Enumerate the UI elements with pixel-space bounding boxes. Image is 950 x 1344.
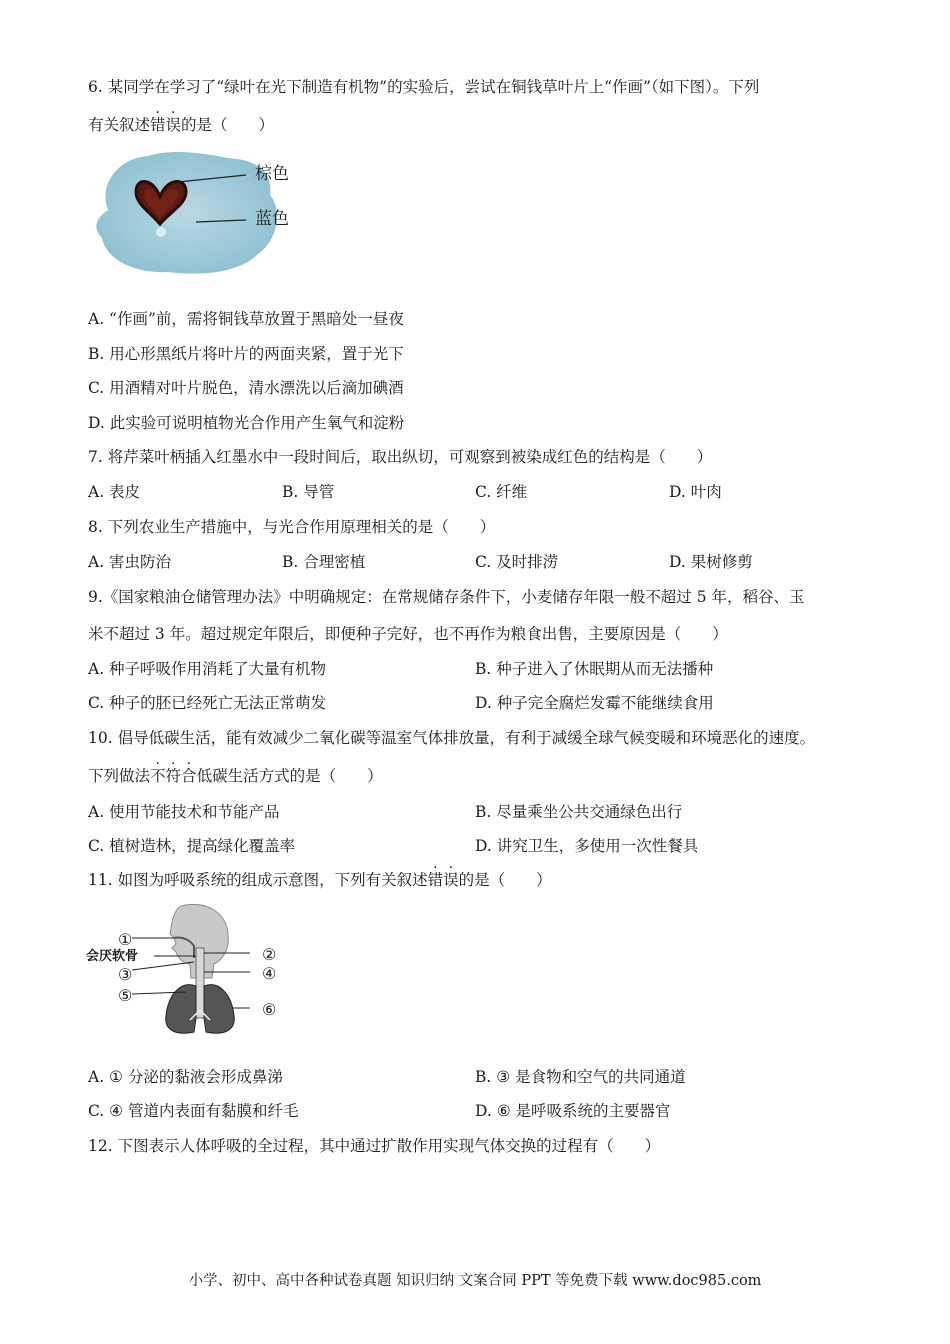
fig-label-1: ①	[118, 930, 133, 949]
emphasis-char: 误	[443, 871, 459, 889]
q9-stem-line1: 9.《国家粮油仓储管理办法》中明确规定：在常规储存条件下，小麦储存年限一般不超过 5 年，稻谷、玉	[88, 588, 805, 606]
q12-stem: 12. 下图表示人体呼吸的全过程，其中通过扩散作用实现气体交换的过程有（ ）	[88, 1137, 661, 1155]
leaf-shape	[96, 152, 277, 274]
emphasis-char: 错	[150, 116, 166, 134]
q9-option-a: A. 种子呼吸作用消耗了大量有机物	[88, 660, 327, 678]
q10-option-c: C. 植树造林，提高绿化覆盖率	[88, 837, 296, 855]
q7-option-c: C. 纤维	[475, 483, 528, 501]
q7-option-d: D. 叶肉	[669, 483, 722, 501]
q10-stem-line2: 下列做法不符合低碳生活方式的是（ ）	[88, 767, 383, 785]
q9-option-c: C. 种子的胚已经死亡无法正常萌发	[88, 694, 327, 712]
q10-option-a: A. 使用节能技术和节能产品	[88, 803, 280, 821]
q6-option-c: C. 用酒精对叶片脱色，清水漂洗以后滴加碘酒	[88, 379, 404, 397]
q7-stem: 7. 将芹菜叶柄插入红墨水中一段时间后，取出纵切，可观察到被染成红色的结构是（ ）	[88, 448, 713, 466]
q6-option-b: B. 用心形黑纸片将叶片的两面夹紧，置于光下	[88, 345, 404, 363]
page-footer: 小学、初中、高中各种试卷真题 知识归纳 文案合同 PPT 等免费下载 www.doc985.com	[188, 1273, 762, 1289]
q11-option-b: B. ③ 是食物和空气的共同通道	[475, 1068, 686, 1086]
emphasis-char: 不	[150, 767, 166, 785]
q8-option-d: D. 果树修剪	[669, 553, 753, 571]
emphasis-char: 误	[165, 116, 182, 134]
fig-label-brown: 棕色	[255, 164, 289, 184]
fig-label-blue: 蓝色	[255, 209, 289, 229]
q9-stem-line2: 米不超过 3 年。超过规定年限后，即便种子完好，也不再作为粮食出售，主要原因是（ ）	[88, 625, 728, 643]
fig-label-2: ②	[262, 945, 277, 964]
respiratory-system-figure	[86, 900, 286, 1040]
q6-stem-line2: 有关叙述错误的是（ ）	[88, 116, 275, 134]
fig-label-3: ③	[118, 965, 133, 984]
q6-stem-line1: 6. 某同学在学习了“绿叶在光下制造有机物”的实验后，尝试在铜钱草叶片上“作画”（如下图）。下列	[88, 78, 760, 96]
fig-label-6: ⑥	[262, 1000, 277, 1019]
q8-option-a: A. 害虫防治	[88, 553, 172, 571]
q6-option-d: D. 此实验可说明植物光合作用产生氧气和淀粉	[88, 414, 405, 432]
q9-option-d: D. 种子完全腐烂发霉不能继续食用	[475, 694, 714, 712]
q10-option-d: D. 讲究卫生，多使用一次性餐具	[475, 837, 699, 855]
emphasis-char: 符	[165, 767, 182, 785]
q8-option-c: C. 及时排涝	[475, 553, 559, 571]
fig-label-4: ④	[262, 964, 277, 983]
q8-stem: 8. 下列农业生产措施中，与光合作用原理相关的是（ ）	[88, 518, 496, 536]
q11-option-d: D. ⑥ 是呼吸系统的主要器官	[475, 1102, 671, 1120]
emphasis-char: 错	[427, 871, 444, 889]
emphasis-char: 合	[181, 767, 197, 785]
q8-option-b: B. 合理密植	[282, 553, 366, 571]
q9-option-b: B. 种子进入了休眠期从而无法播种	[475, 660, 714, 678]
q7-option-b: B. 导管	[282, 483, 335, 501]
q11-option-a: A. ① 分泌的黏液会形成鼻涕	[88, 1068, 283, 1086]
q10-stem-line1: 10. 倡导低碳生活，能有效减少二氧化碳等温室气体排放量，有利于减缓全球气候变暖和环境恶化的速度。	[88, 729, 816, 747]
fig-label-epiglottis: 会厌软骨	[86, 949, 139, 964]
q7-option-a: A. 表皮	[88, 483, 141, 501]
fig-label-5: ⑤	[118, 986, 133, 1005]
q6-option-a: A. “作画”前，需将铜钱草放置于黑暗处一昼夜	[88, 310, 404, 328]
q11-option-c: C. ④ 管道内表面有黏膜和纤毛	[88, 1102, 299, 1120]
q11-stem: 11. 如图为呼吸系统的组成示意图，下列有关叙述错误的是（ ）	[88, 871, 552, 889]
q10-option-b: B. 尽量乘坐公共交通绿色出行	[475, 803, 683, 821]
